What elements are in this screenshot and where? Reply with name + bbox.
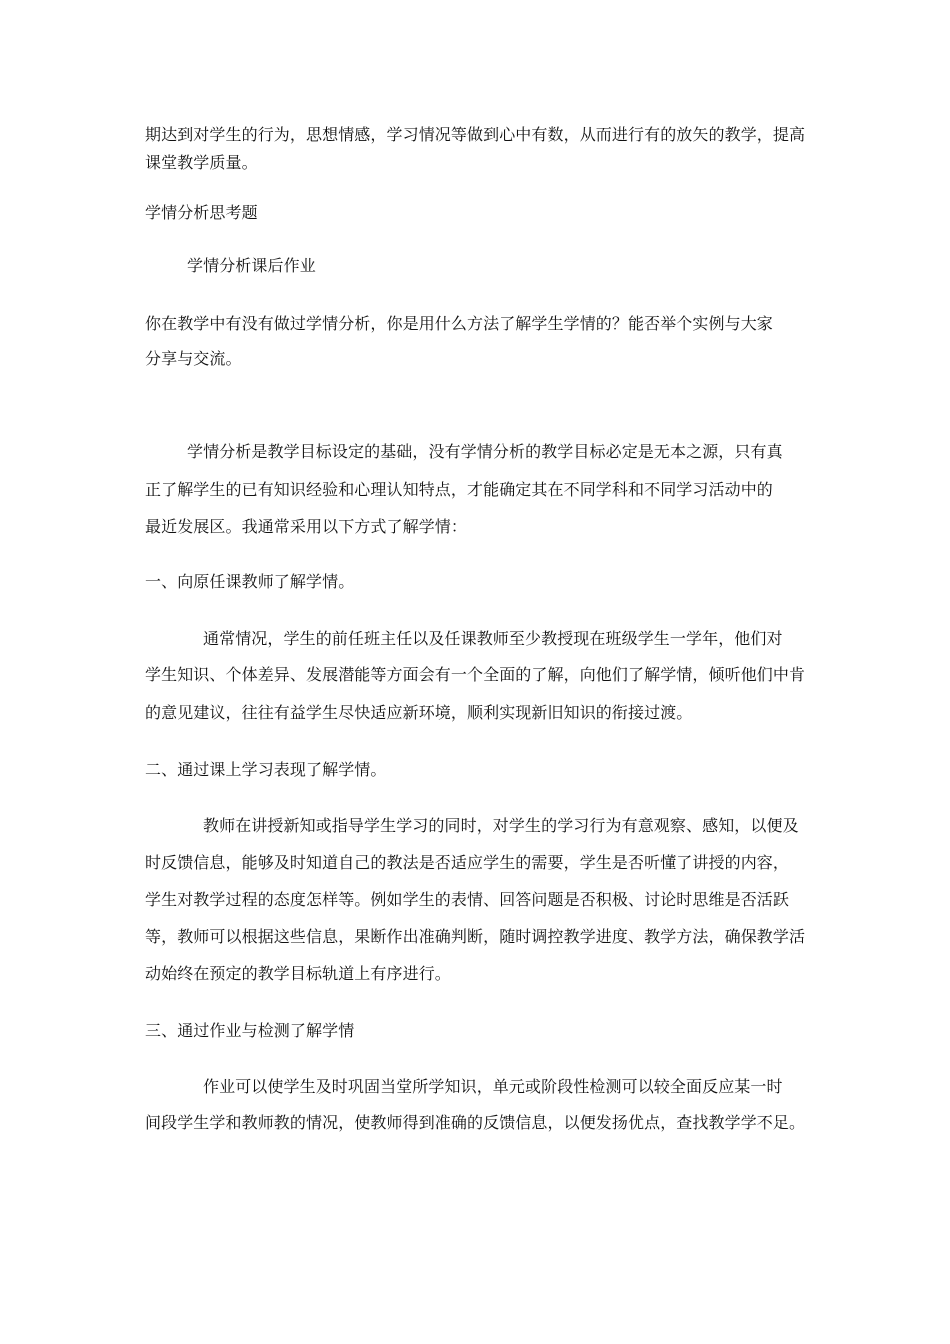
paragraph-line: 学情分析是教学目标设定的基础，没有学情分析的教学目标必定是无本之源，只有真 (187, 442, 783, 461)
paragraph-line: 作业可以使学生及时巩固当堂所学知识，单元或阶段性检测可以较全面反应某一时 (203, 1077, 783, 1096)
question-line: 分享与交流。 (145, 349, 242, 368)
paragraph-line: 课堂教学质量。 (145, 153, 258, 172)
section-heading: 二、通过课上学习表现了解学情。 (145, 760, 387, 779)
paragraph-line: 间段学生学和教师教的情况，使教师得到准确的反馈信息，以便发扬优点，查找教学学不足。 (145, 1113, 806, 1132)
paragraph-line: 学生知识、个体差异、发展潜能等方面会有一个全面的了解，向他们了解学情，倾听他们中肯 (145, 665, 806, 684)
subsection-title: 学情分析课后作业 (187, 256, 316, 275)
paragraph-line: 期达到对学生的行为，思想情感，学习情况等做到心中有数，从而进行有的放矢的教学，提高 (145, 125, 806, 144)
paragraph-line: 动始终在预定的教学目标轨道上有序进行。 (145, 964, 451, 983)
question-line: 你在教学中有没有做过学情分析，你是用什么方法了解学生学情的？能否举个实例与大家 (145, 314, 773, 333)
section-heading: 一、向原任课教师了解学情。 (145, 572, 355, 591)
paragraph-line: 教师在讲授新知或指导学生学习的同时，对学生的学习行为有意观察、感知，以便及 (203, 816, 799, 835)
paragraph-line: 最近发展区。我通常采用以下方式了解学情： (145, 517, 468, 536)
paragraph-line: 等，教师可以根据这些信息，果断作出准确判断，随时调控教学进度、教学方法，确保教学活 (145, 927, 806, 946)
paragraph-line: 通常情况，学生的前任班主任以及任课教师至少教授现在班级学生一学年，他们对 (203, 629, 783, 648)
section-title: 学情分析思考题 (145, 203, 258, 222)
section-heading: 三、通过作业与检测了解学情 (145, 1021, 355, 1040)
paragraph-line: 正了解学生的已有知识经验和心理认知特点，才能确定其在不同学科和不同学习活动中的 (145, 480, 773, 499)
paragraph-line: 的意见建议，往往有益学生尽快适应新环境，顺利实现新旧知识的衔接过渡。 (145, 703, 693, 722)
paragraph-line: 时反馈信息，能够及时知道自己的教法是否适应学生的需要，学生是否听懂了讲授的内容， (145, 853, 790, 872)
paragraph-line: 学生对教学过程的态度怎样等。例如学生的表情、回答问题是否积极、讨论时思维是否活跃 (145, 890, 790, 909)
